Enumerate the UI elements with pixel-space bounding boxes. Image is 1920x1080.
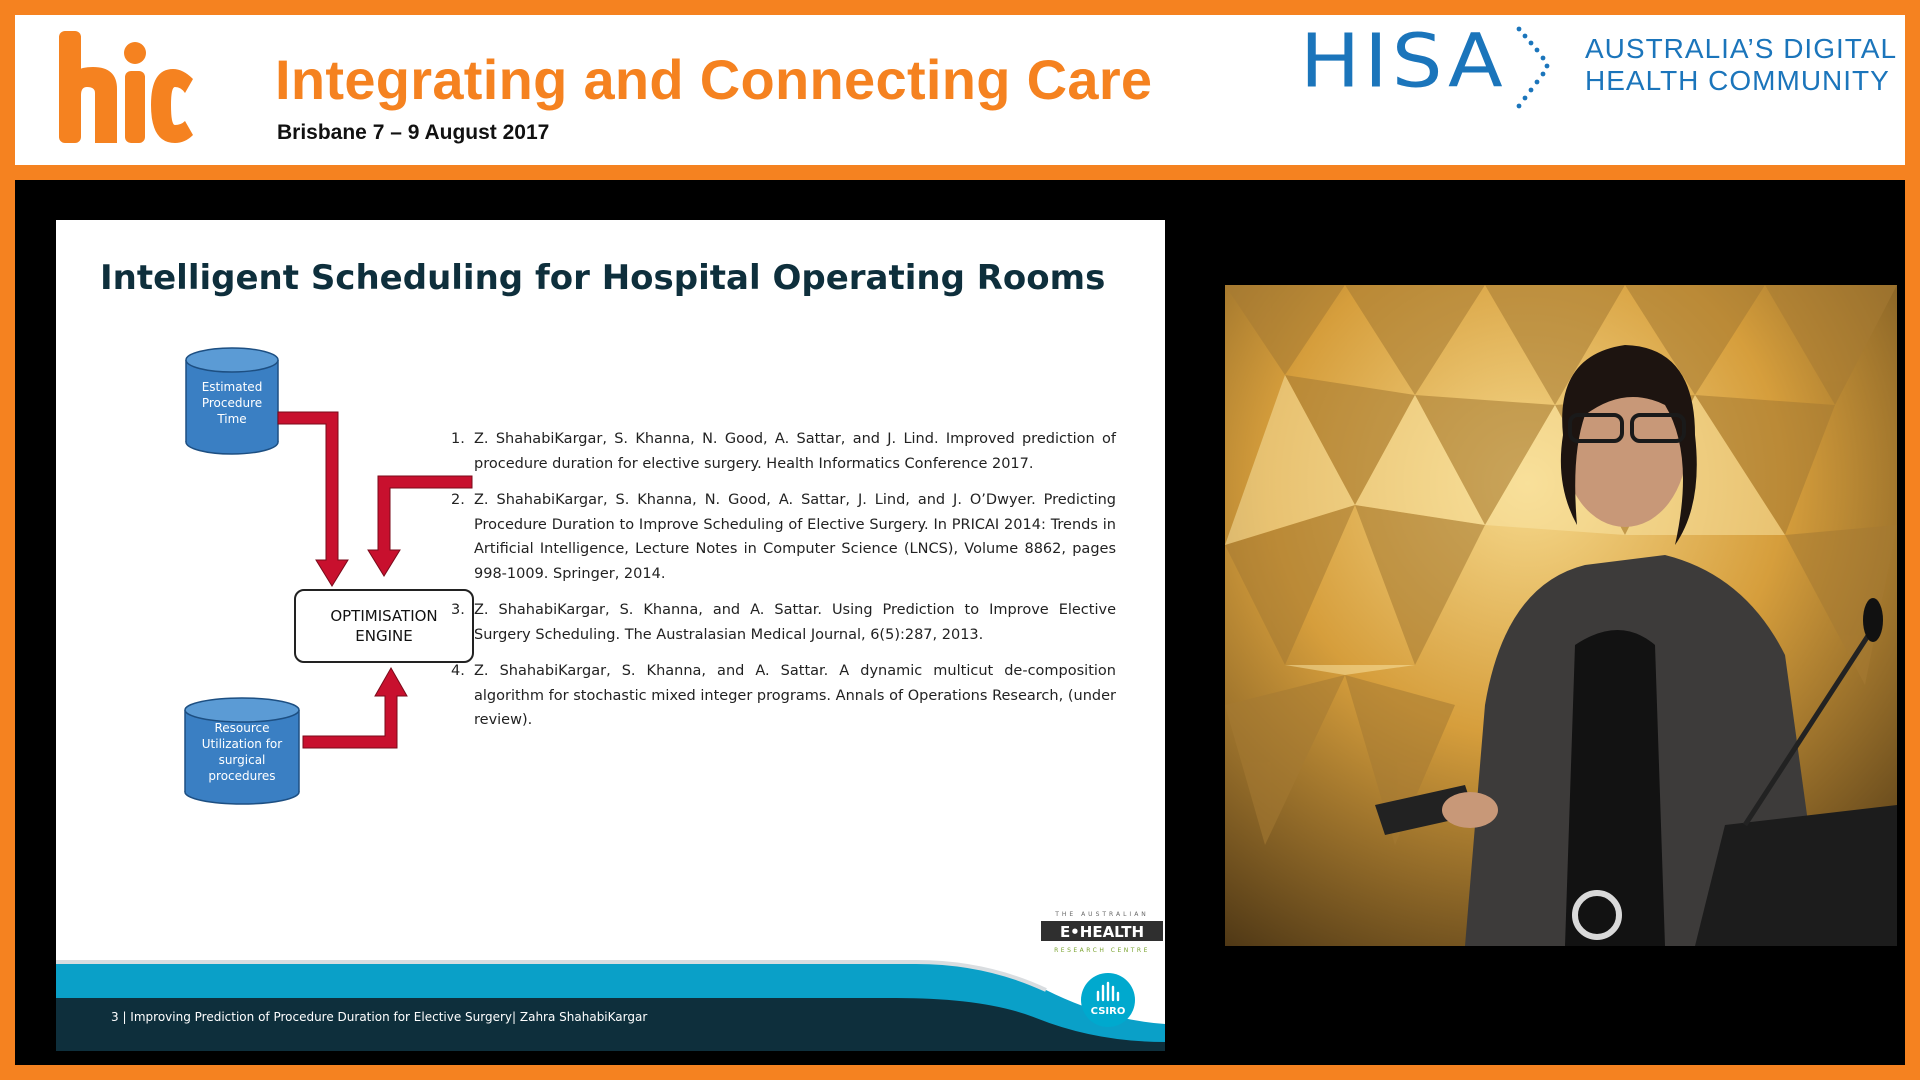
hisa-tagline bbox=[1585, 33, 1897, 97]
csiro-logo-icon bbox=[1080, 972, 1136, 1028]
conference-banner bbox=[15, 15, 1905, 165]
reference-item: 4. Z. ShahabiKargar, S. Khanna, and A. Sattar. A dynamic multicut de-composition algorithm for stochastic mixed integer programs. Annals of Operations Research, (under review). bbox=[451, 663, 1116, 728]
csiro-logo-text: CSIRO bbox=[1090, 1006, 1126, 1017]
hic-logo bbox=[55, 31, 195, 146]
hisa-tagline-line1: AUSTRALIA’S DIGITAL bbox=[1585, 33, 1898, 64]
speaker-video-feed bbox=[1225, 285, 1897, 946]
conference-date-location: Brisbane 7 – 9 August 2017 bbox=[277, 121, 550, 144]
arrow-time-to-engine bbox=[278, 412, 348, 586]
slide-footer: 3 | Improving Prediction of Procedure Duration for Elective Surgery| Zahra ShahabiKargar bbox=[111, 1010, 648, 1024]
reference-item: 2. Z. ShahabiKargar, S. Khanna, N. Good, A. Sattar, J. Lind, and J. O’Dwyer. Predicting Procedure Duration to Improve Scheduling of Elective Surgery. In PRICAI 2014: Trends in Artificial Intelligence, Lecture Notes in Computer Science (LNCS), Volume 8862, pages 998-1009. Springer, 2014. bbox=[451, 492, 1116, 582]
ehealth-logo-main: E•HEALTH bbox=[1059, 923, 1145, 941]
ehealth-logo-bottom: RESEARCH CENTRE bbox=[1054, 947, 1150, 954]
reference-item: 3. Z. ShahabiKargar, S. Khanna, and A. Sattar. Using Prediction to Improve Elective Surgery Scheduling. The Australasian Medical Journal, 6(5):287, 2013. bbox=[451, 602, 1116, 643]
ehealth-logo-top: THE AUSTRALIAN bbox=[1055, 911, 1149, 918]
hisa-tagline-line2: HEALTH COMMUNITY bbox=[1585, 65, 1890, 96]
ehealth-research-centre-logo bbox=[1039, 908, 1165, 960]
optimisation-engine-box: OPTIMISATION ENGINE bbox=[294, 589, 474, 663]
conference-title: Integrating and Connecting Care bbox=[275, 48, 1153, 111]
speaker-video-image bbox=[1225, 285, 1897, 946]
presentation-slide bbox=[56, 220, 1165, 1051]
arrow-resource-to-engine bbox=[303, 668, 407, 748]
hisa-logo: HISA bbox=[1300, 18, 1507, 105]
slide-title: Intelligent Scheduling for Hospital Operating Rooms bbox=[100, 258, 1106, 298]
reference-list bbox=[433, 427, 1116, 745]
resource-utilization-label: Resource Utilization for surgical procedures bbox=[201, 721, 283, 783]
reference-item: 1. Z. ShahabiKargar, S. Khanna, N. Good, A. Sattar, and J. Lind. Improved prediction of procedure duration for elective surgery. Health Informatics Conference 2017. bbox=[451, 431, 1116, 472]
estimated-time-label: Estimated Procedure Time bbox=[201, 380, 263, 426]
chevron-dots-icon bbox=[1515, 25, 1555, 113]
hic-logo-text: hic bbox=[55, 31, 57, 32]
